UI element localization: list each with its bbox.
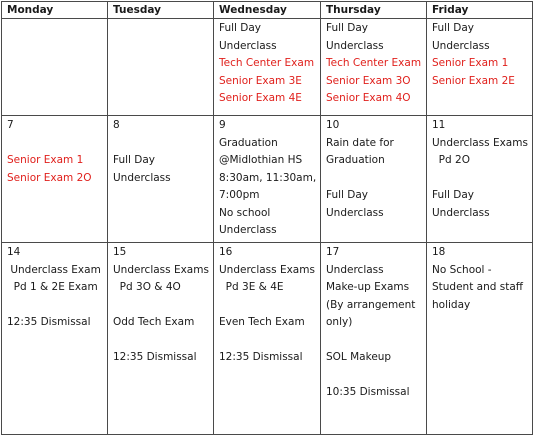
senior-exam-line: Tech Center Exam bbox=[326, 57, 422, 69]
day-cell bbox=[108, 243, 214, 435]
schedule-line: Graduation bbox=[219, 136, 278, 149]
day-cell bbox=[214, 19, 321, 116]
schedule-line: Underclass Exams bbox=[113, 263, 209, 276]
week-row-1 bbox=[2, 19, 533, 116]
schedule-line: 8 bbox=[113, 119, 120, 131]
schedule-line: 12:35 Dismissal bbox=[219, 351, 303, 363]
senior-exam-line: Senior Exam 2E bbox=[432, 74, 515, 87]
schedule-line: 16 bbox=[219, 246, 233, 258]
schedule-line: 10:35 Dismissal bbox=[326, 386, 410, 398]
day-cell bbox=[108, 116, 214, 243]
schedule-line: Pd 2O bbox=[432, 154, 470, 166]
schedule-line: Make-up Exams bbox=[326, 281, 410, 293]
schedule-line: holiday bbox=[432, 298, 471, 311]
schedule-line: No School - bbox=[432, 263, 492, 276]
schedule-line: Full Day bbox=[113, 154, 156, 166]
header-thursday: Thursday bbox=[321, 2, 427, 19]
week-row-2 bbox=[2, 116, 533, 243]
schedule-line: Underclass bbox=[432, 39, 490, 52]
day-cell bbox=[427, 116, 533, 243]
schedule-line: 10 bbox=[326, 119, 340, 131]
schedule-line: Pd 3O & 4O bbox=[113, 281, 181, 293]
schedule-line: 7 bbox=[7, 119, 14, 131]
weekday-header-row bbox=[2, 2, 533, 19]
schedule-line: Full Day bbox=[326, 189, 369, 201]
schedule-line: Underclass bbox=[219, 39, 277, 52]
schedule-line: Student and staff bbox=[432, 281, 524, 293]
schedule-line bbox=[326, 332, 422, 350]
schedule-line bbox=[219, 297, 316, 315]
senior-exam-line: Senior Exam 4O bbox=[326, 92, 411, 104]
day-cell bbox=[108, 19, 214, 116]
day-cell bbox=[427, 19, 533, 116]
schedule-line: Full Day bbox=[432, 189, 475, 201]
schedule-line: 7:00pm bbox=[219, 189, 260, 201]
schedule-line bbox=[7, 135, 103, 153]
schedule-line: Pd 3E & 4E bbox=[219, 281, 284, 293]
exam-calendar-table bbox=[1, 1, 533, 435]
schedule-line: 17 bbox=[326, 246, 340, 258]
schedule-line: Underclass bbox=[219, 224, 277, 236]
schedule-line: Pd 1 & 2E Exam bbox=[7, 281, 98, 293]
schedule-line: Underclass Exam bbox=[7, 263, 101, 276]
day-cell bbox=[2, 116, 108, 243]
schedule-line: only) bbox=[326, 316, 353, 328]
schedule-line: Full Day bbox=[326, 22, 369, 34]
day-cell bbox=[321, 243, 427, 435]
week-row-3 bbox=[2, 243, 533, 435]
schedule-line: SOL Makeup bbox=[326, 351, 392, 363]
header-friday: Friday bbox=[427, 2, 533, 19]
header-tuesday: Tuesday bbox=[108, 2, 214, 19]
schedule-line: Underclass Exams bbox=[432, 136, 528, 149]
schedule-line: Underclass Exams bbox=[219, 263, 315, 276]
schedule-line: Underclass bbox=[326, 206, 384, 219]
schedule-line: Graduation bbox=[326, 154, 385, 166]
schedule-line bbox=[113, 297, 209, 315]
schedule-line: Full Day bbox=[432, 22, 475, 34]
schedule-line bbox=[432, 170, 528, 188]
senior-exam-line: Senior Exam 3O bbox=[326, 74, 411, 87]
schedule-line bbox=[219, 332, 316, 350]
senior-exam-line: Senior Exam 3E bbox=[219, 74, 302, 87]
day-cell bbox=[321, 19, 427, 116]
schedule-line: Full Day bbox=[219, 22, 262, 34]
header-wednesday: Wednesday bbox=[214, 2, 321, 19]
schedule-line bbox=[326, 367, 422, 385]
schedule-line: 8:30am, 11:30am, bbox=[219, 171, 317, 184]
schedule-line bbox=[113, 332, 209, 350]
schedule-line bbox=[7, 297, 103, 315]
schedule-line: Even Tech Exam bbox=[219, 316, 305, 328]
schedule-line: (By arrangement bbox=[326, 298, 416, 311]
schedule-line: Underclass bbox=[113, 171, 171, 184]
schedule-line: 14 bbox=[7, 246, 21, 258]
schedule-line: 9 bbox=[219, 119, 226, 131]
schedule-line: 11 bbox=[432, 119, 446, 131]
schedule-line: Underclass bbox=[432, 206, 490, 219]
schedule-line: No school bbox=[219, 206, 271, 219]
schedule-line: @Midlothian HS bbox=[219, 154, 303, 166]
schedule-line: 15 bbox=[113, 246, 127, 258]
day-cell bbox=[321, 116, 427, 243]
schedule-line: 12:35 Dismissal bbox=[7, 316, 91, 328]
schedule-line: Rain date for bbox=[326, 136, 394, 149]
day-cell bbox=[2, 19, 108, 116]
senior-exam-line: Senior Exam 1 bbox=[7, 154, 84, 166]
schedule-line: 18 bbox=[432, 246, 446, 258]
schedule-line: Underclass bbox=[326, 39, 384, 52]
schedule-line bbox=[326, 170, 422, 188]
senior-exam-line: Senior Exam 2O bbox=[7, 171, 92, 184]
senior-exam-line: Senior Exam 4E bbox=[219, 92, 302, 104]
header-monday: Monday bbox=[2, 2, 108, 19]
senior-exam-line: Senior Exam 1 bbox=[432, 57, 509, 69]
schedule-line: Underclass bbox=[326, 263, 384, 276]
day-cell bbox=[214, 243, 321, 435]
schedule-line: Odd Tech Exam bbox=[113, 316, 195, 328]
day-cell bbox=[427, 243, 533, 435]
schedule-line bbox=[113, 135, 209, 153]
day-cell bbox=[214, 116, 321, 243]
schedule-line: 12:35 Dismissal bbox=[113, 351, 197, 363]
day-cell bbox=[2, 243, 108, 435]
senior-exam-line: Tech Center Exam bbox=[219, 57, 315, 69]
